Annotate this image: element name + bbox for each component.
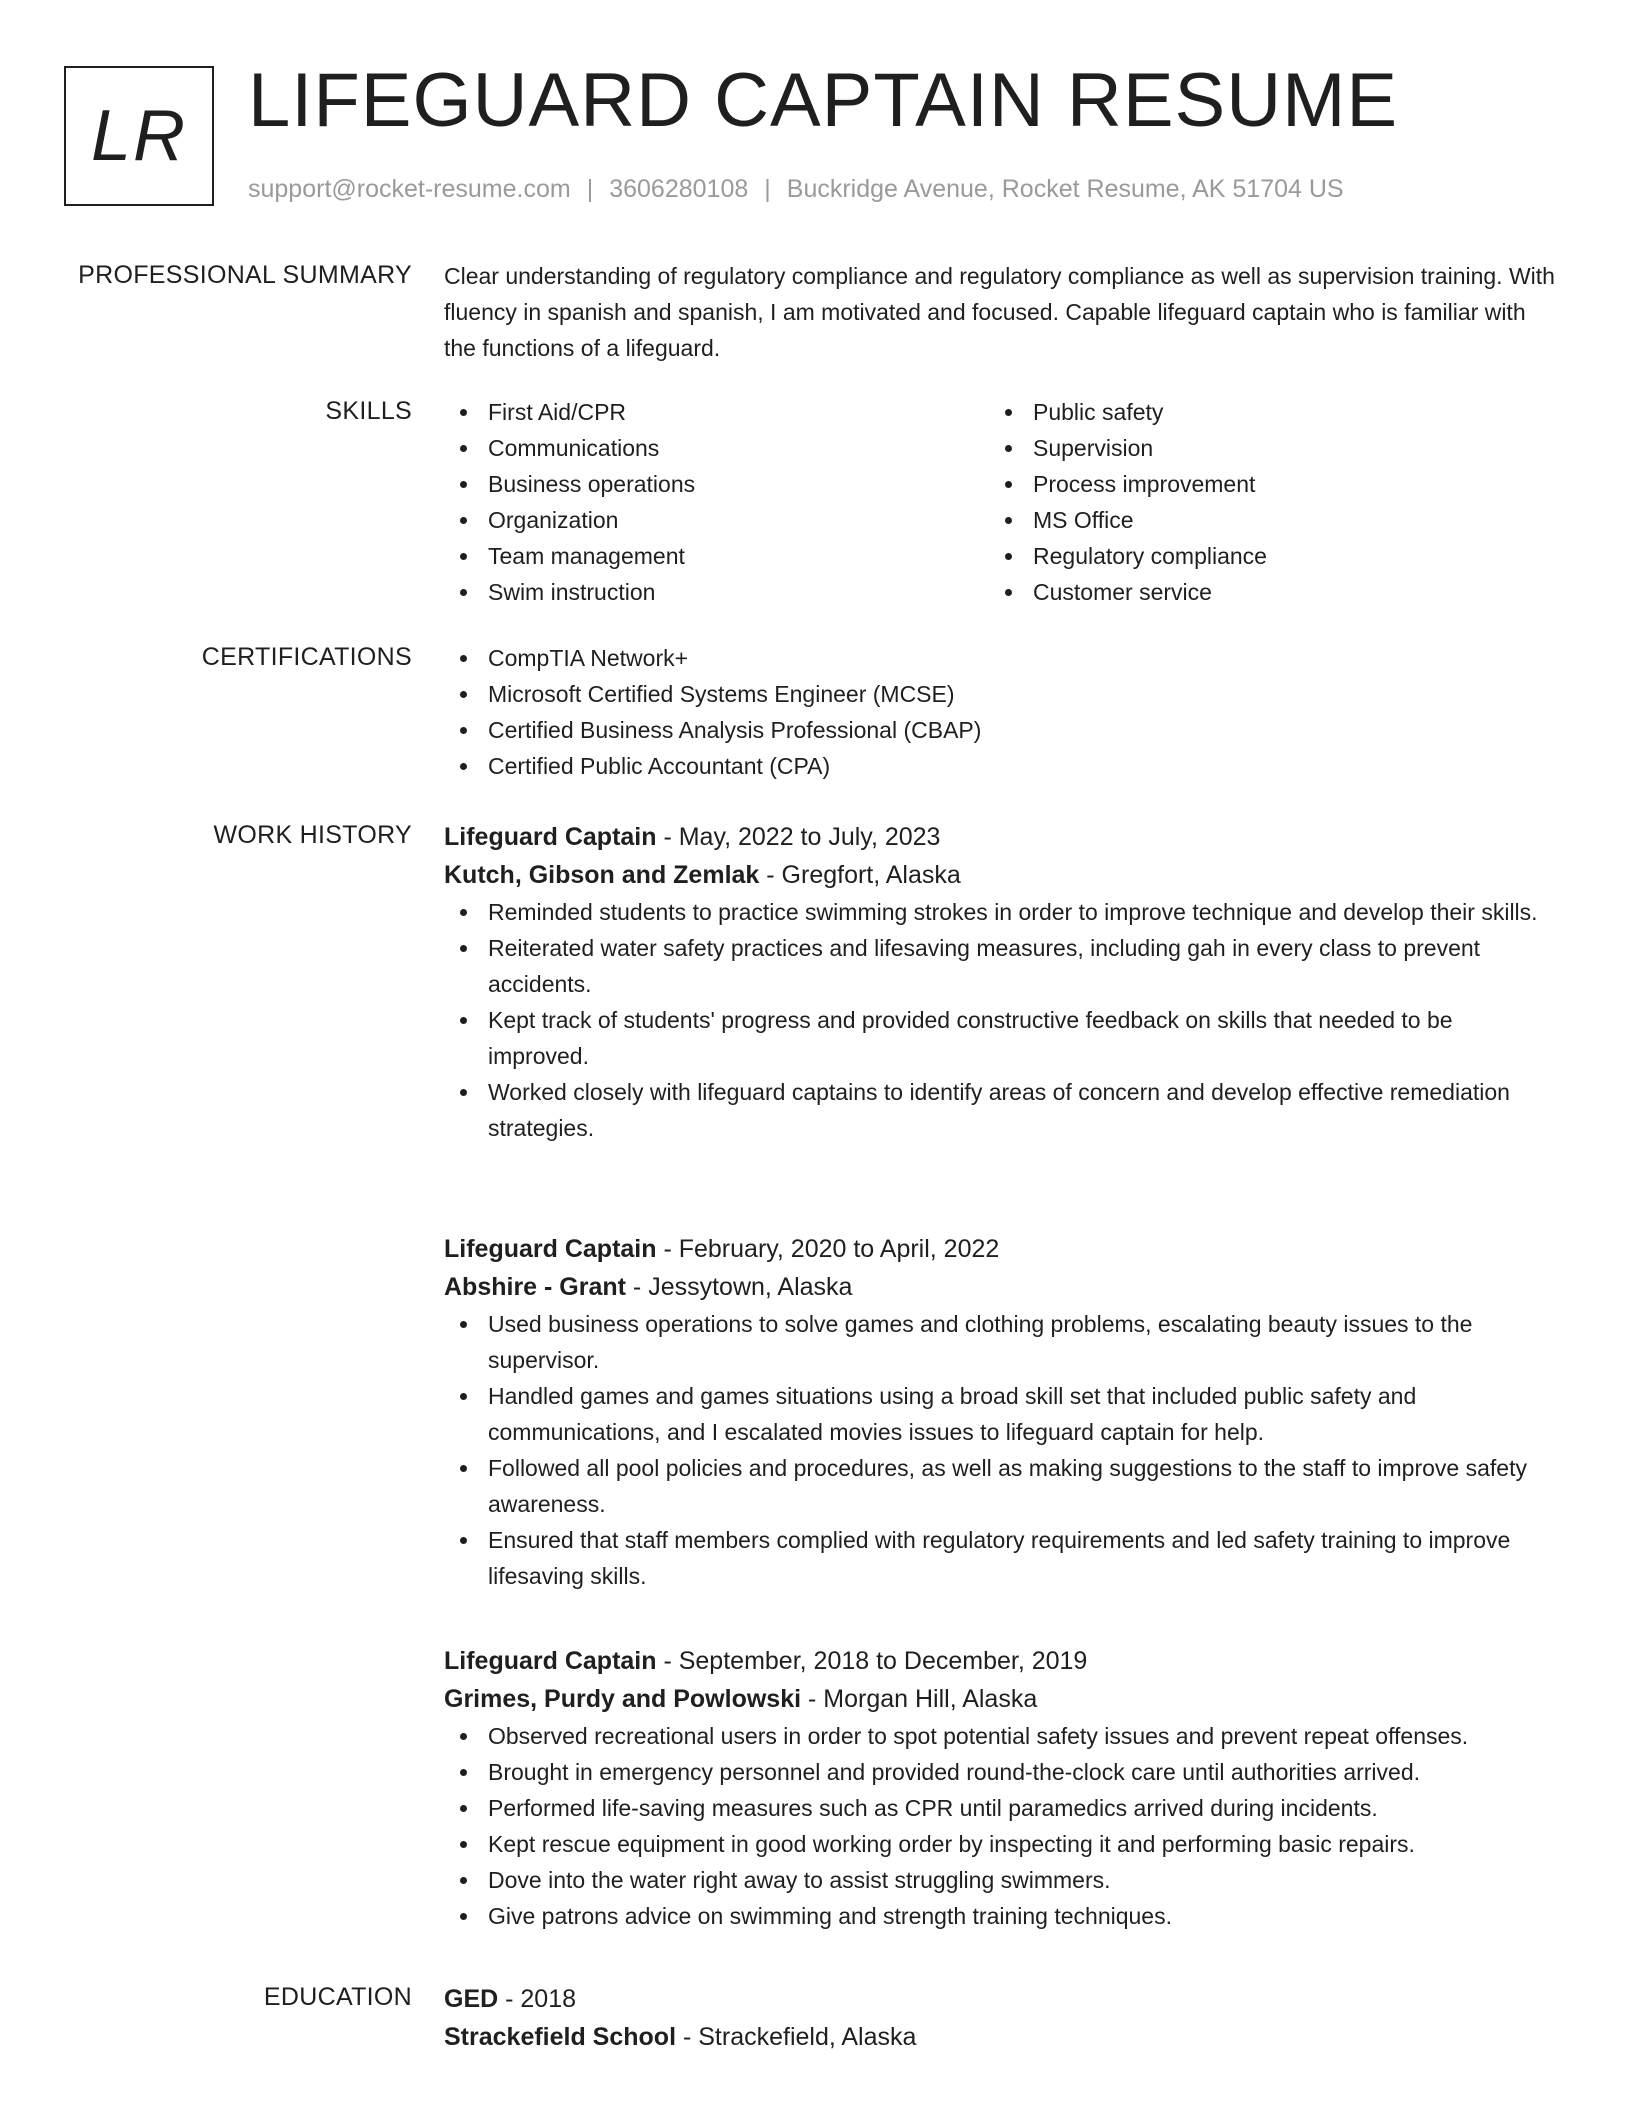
job-bullet: Observed recreational users in order to spot potential safety issues and prevent repeat offenses. [444,1718,1556,1754]
skill-item: Process improvement [989,466,1534,502]
job-entry [444,1642,1556,1934]
job-company: Grimes, Purdy and Powlowski [444,1685,802,1713]
contact-separator: | [586,175,594,203]
job-bullet: Kept rescue equipment in good working order by inspecting it and performing basic repairs. [444,1826,1556,1862]
job-company-line [444,1680,1556,1718]
section-label-skills: SKILLS [325,397,412,425]
summary-body [444,258,1556,366]
job-title: Lifeguard Captain [444,823,657,851]
certifications-body [444,640,1556,784]
certification-item: Certified Public Accountant (CPA) [444,748,1556,784]
summary-text: Clear understanding of regulatory compliance and regulatory compliance as well as supervision training. With fluency in spanish and spanish, I am motivated and focused. Capable lifeguard captain who is familiar with the functions of a lifeguard. [444,263,1555,361]
skill-item: Organization [444,502,989,538]
certification-item: Certified Business Analysis Professional (CBAP) [444,712,1556,748]
job-title-line [444,1642,1556,1680]
job-bullet: Reiterated water safety practices and lifesaving measures, including gah in every class to prevent accidents. [444,930,1556,1002]
skill-item: Team management [444,538,989,574]
job-bullet-list [444,1718,1556,1934]
job-bullet: Used business operations to solve games and clothing problems, escalating beauty issues to the supervisor. [444,1306,1556,1378]
certification-item: Microsoft Certified Systems Engineer (MCSE) [444,676,1556,712]
education-degree-line [444,1980,1556,2018]
job-bullet: Handled games and games situations using a broad skill set that included public safety and communications, and I escalated movies issues to lifeguard captain for help. [444,1378,1556,1450]
skill-item: Customer service [989,574,1534,610]
job-location: - Jessytown, Alaska [625,1273,853,1301]
skills-list-right [989,394,1534,610]
education-location: - Strackefield, Alaska [676,2023,917,2051]
job-entry [444,818,1556,1146]
skills-list-left [444,394,989,610]
job-company: Kutch, Gibson and Zemlak [444,861,760,889]
job-company-line [444,856,1556,894]
skills-body [444,394,1556,610]
skill-item: Business operations [444,466,989,502]
job-company-line [444,1268,1556,1306]
contact-line [248,172,1344,206]
monogram-logo: LR [64,66,214,206]
skill-item: Regulatory compliance [989,538,1534,574]
job-bullet: Followed all pool policies and procedures, as well as making suggestions to the staff to improve safety awareness. [444,1450,1556,1522]
skill-item: Supervision [989,430,1534,466]
skill-item: MS Office [989,502,1534,538]
job-location: - Morgan Hill, Alaska [801,1685,1038,1713]
contact-separator: | [764,175,771,203]
job-bullet: Reminded students to practice swimming strokes in order to improve technique and develop their skills. [444,894,1556,930]
job-bullet-list [444,894,1556,1146]
section-label-summary: PROFESSIONAL SUMMARY [78,261,412,289]
education-school: Strackefield School [444,2023,677,2051]
contact-phone[interactable]: 3606280108 [609,175,749,203]
job-bullet-list [444,1306,1556,1594]
job-title: Lifeguard Captain [444,1647,657,1675]
job-bullet: Give patrons advice on swimming and strength training techniques. [444,1898,1556,1934]
education-year: - 2018 [498,1985,577,2013]
job-bullet: Ensured that staff members complied with regulatory requirements and led safety training to improve lifesaving skills. [444,1522,1556,1594]
job-title-line [444,1230,1556,1268]
job-title-line [444,818,1556,856]
contact-address: Buckridge Avenue, Rocket Resume, AK 51704 US [786,175,1344,203]
skills-grid [444,394,1556,610]
job-bullet: Performed life-saving measures such as CPR until paramedics arrived during incidents. [444,1790,1556,1826]
job-company: Abshire - Grant [444,1273,626,1301]
skill-item: Public safety [989,394,1534,430]
job-location: - Gregfort, Alaska [759,861,961,889]
education-school-line [444,2018,1556,2056]
job-title: Lifeguard Captain [444,1235,657,1263]
job-dates: - February, 2020 to April, 2022 [656,1235,1000,1263]
job-bullet: Brought in emergency personnel and provided round-the-clock care until authorities arrived. [444,1754,1556,1790]
section-label-certifications: CERTIFICATIONS [201,643,412,671]
job-dates: - September, 2018 to December, 2019 [656,1647,1088,1675]
education-degree: GED [444,1985,499,2013]
education-body [444,1980,1556,2056]
certification-item: CompTIA Network+ [444,640,1556,676]
section-label-work-history: WORK HISTORY [213,821,412,849]
certifications-list [444,640,1556,784]
job-dates: - May, 2022 to July, 2023 [656,823,941,851]
skill-item: Swim instruction [444,574,989,610]
section-label-education: EDUCATION [263,1983,412,2011]
job-bullet: Worked closely with lifeguard captains to identify areas of concern and develop effective remediation strategies. [444,1074,1556,1146]
skill-item: Communications [444,430,989,466]
job-entry [444,1230,1556,1594]
skill-item: First Aid/CPR [444,394,989,430]
contact-email[interactable]: support@rocket-resume.com [248,175,571,203]
resume-title: LIFEGUARD CAPTAIN RESUME [248,58,1399,143]
job-bullet: Kept track of students' progress and provided constructive feedback on skills that needed to be improved. [444,1002,1556,1074]
job-bullet: Dove into the water right away to assist struggling swimmers. [444,1862,1556,1898]
